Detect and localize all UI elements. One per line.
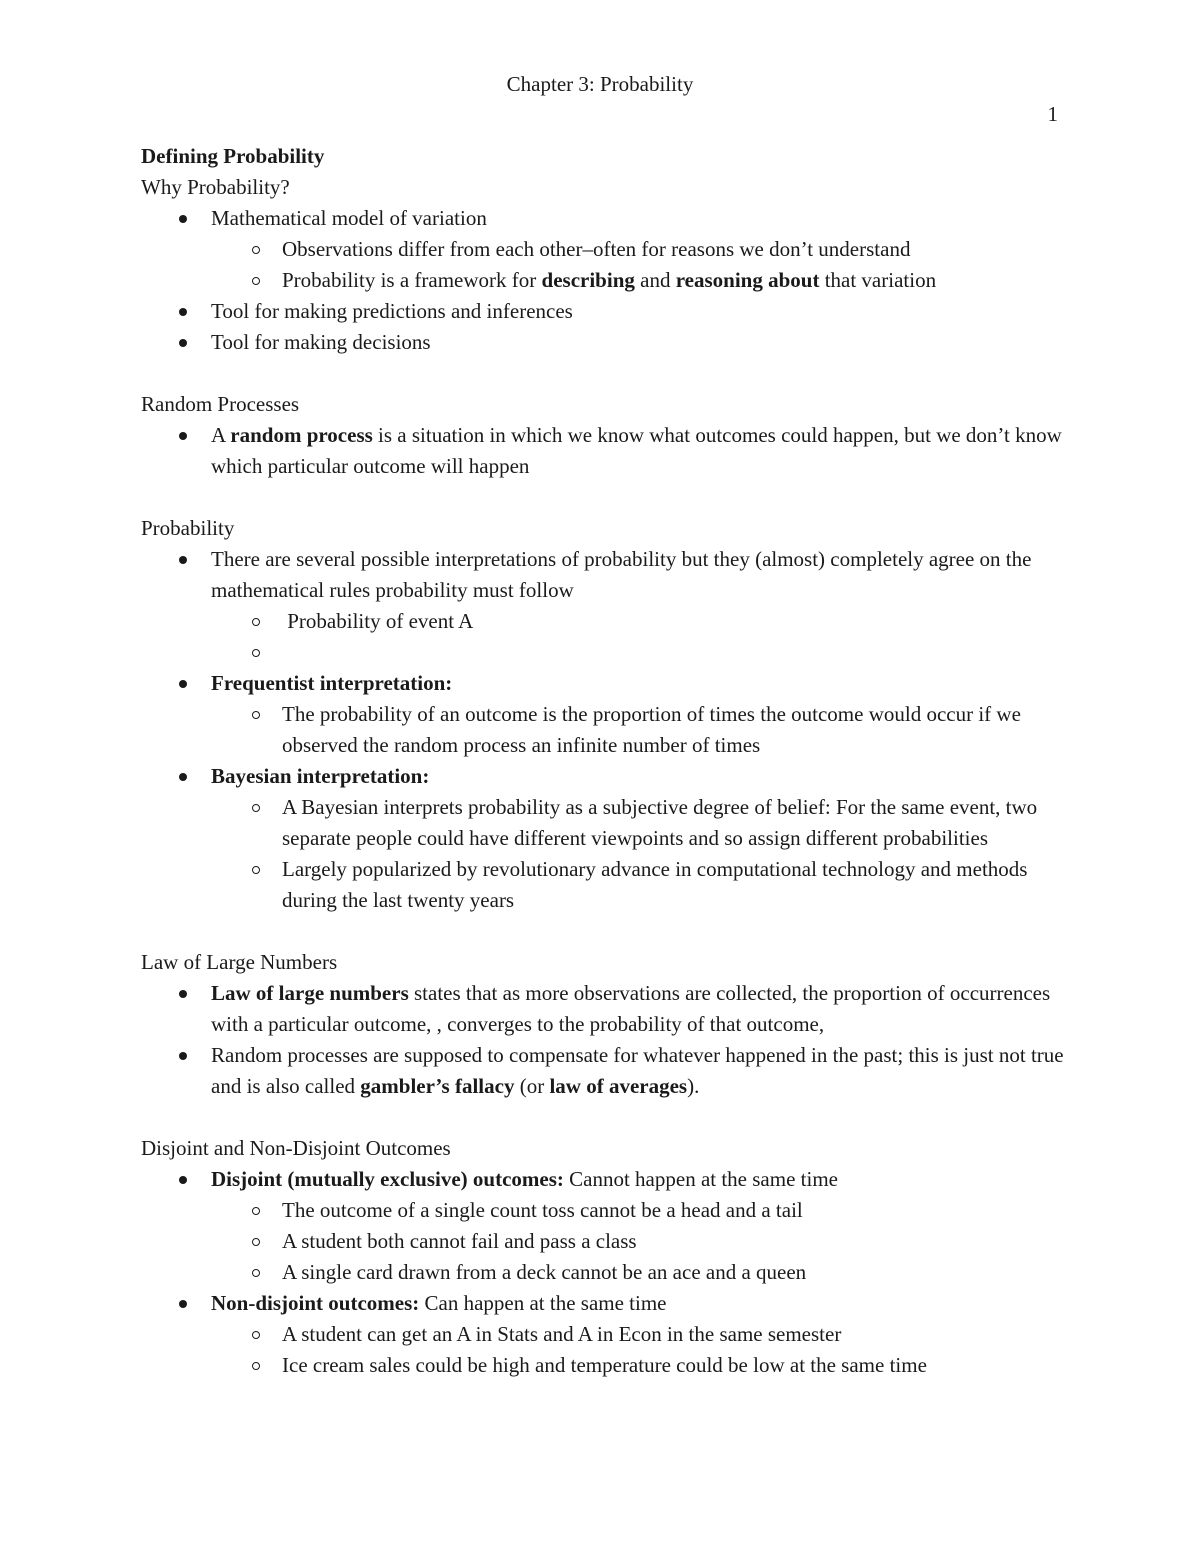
list-item-text: Mathematical model of variation (211, 206, 487, 230)
circle-bullet-icon (252, 246, 260, 254)
sub-list-item (211, 792, 1071, 854)
bold-term: law of averages (549, 1074, 688, 1098)
sub-list (141, 699, 1071, 761)
text-run: Random processes are supposed to compensate for whatever happened in the past; this is just not true and is also called (211, 1043, 1064, 1098)
text-run: that variation (819, 268, 937, 292)
section-disjoint-outcomes (141, 1133, 1071, 1381)
circle-bullet-icon (252, 277, 260, 285)
list-item (141, 296, 1071, 327)
sub-list-item (211, 1257, 1071, 1288)
bullet-icon (179, 432, 187, 440)
circle-bullet-icon (252, 1362, 260, 1370)
text-run: ). (687, 1074, 700, 1098)
list-item (141, 1288, 1071, 1381)
sub-list (141, 792, 1071, 916)
text-run: Can happen at the same time (419, 1291, 667, 1315)
text-run: is a situation in which we know what outcomes could happen, but we don’t know which particular outcome will happen (211, 423, 1062, 478)
bold-term: Disjoint (mutually exclusive) outcomes: (211, 1167, 564, 1191)
sub-list-item-text: Ice cream sales could be high and temperature could be low at the same time (282, 1353, 927, 1377)
sub-list-item-text: Observations differ from each other–often for reasons we don’t understand (282, 237, 911, 261)
list-item (141, 668, 1071, 761)
sub-list-item (211, 699, 1071, 761)
circle-bullet-icon (252, 1238, 260, 1246)
circle-bullet-icon (252, 1269, 260, 1277)
sub-list-item-text: The probability of an outcome is the proportion of times the outcome would occur if we observed the random process an infinite number of times (282, 702, 1021, 757)
circle-bullet-icon (252, 804, 260, 812)
sub-list-item (211, 637, 1071, 668)
bold-term: reasoning about (675, 268, 820, 292)
sub-list-item (211, 854, 1071, 916)
sub-list-item-text (282, 640, 287, 664)
sub-list-item-text: Probability of event A (282, 609, 474, 633)
list-item (141, 203, 1071, 296)
section-heading: Defining Probability (141, 144, 325, 168)
section-probability (141, 513, 1071, 916)
sub-list-item-text: Largely popularized by revolutionary advance in computational technology and methods during the last twenty years (282, 857, 1028, 912)
list-item (141, 761, 1071, 916)
subheading: Why Probability? (141, 175, 290, 199)
list-item-text: Tool for making decisions (211, 330, 431, 354)
sub-list (141, 1319, 1071, 1381)
text-run: A (211, 423, 231, 447)
sub-list-item (211, 234, 1071, 265)
text-run: and (634, 268, 676, 292)
list-item-text: Bayesian interpretation: (211, 764, 430, 788)
list-item (141, 978, 1071, 1040)
section-heading: Random Processes (141, 392, 300, 416)
sub-list-item (211, 606, 1071, 637)
sub-list (141, 234, 1071, 296)
text-run: Probability is a framework for (282, 268, 542, 292)
bullet-icon (179, 773, 187, 781)
bullet-icon (179, 339, 187, 347)
document-body (141, 141, 1071, 1381)
bullet-icon (179, 556, 187, 564)
circle-bullet-icon (252, 649, 260, 657)
bold-term: gambler’s fallacy (360, 1074, 515, 1098)
bullet-list (141, 978, 1071, 1102)
page-number: 1 (1047, 102, 1058, 126)
list-item (141, 1164, 1071, 1288)
circle-bullet-icon (252, 1207, 260, 1215)
bullet-list (141, 544, 1071, 916)
bullet-list (141, 420, 1071, 482)
sub-list-item (211, 265, 1071, 296)
section-random-processes (141, 389, 1071, 482)
section-law-of-large-numbers (141, 947, 1071, 1102)
sub-list-item-text: A student both cannot fail and pass a class (282, 1229, 637, 1253)
list-item (141, 1040, 1071, 1102)
bold-term: Non-disjoint outcomes: (211, 1291, 420, 1315)
circle-bullet-icon (252, 618, 260, 626)
bullet-icon (179, 1300, 187, 1308)
section-heading: Law of Large Numbers (141, 950, 338, 974)
circle-bullet-icon (252, 866, 260, 874)
sub-list-item (211, 1195, 1071, 1226)
section-heading: Probability (141, 516, 235, 540)
sub-list-item-text: A single card drawn from a deck cannot be an ace and a queen (282, 1260, 807, 1284)
circle-bullet-icon (252, 711, 260, 719)
section-heading: Disjoint and Non-Disjoint Outcomes (141, 1136, 451, 1160)
text-run: states that as more observations are collected, the proportion of occurrences with a particular outcome, , converges to the probability of that outcome, (211, 981, 1051, 1036)
bullet-icon (179, 1176, 187, 1184)
bold-term: random process (230, 423, 373, 447)
list-item (141, 327, 1071, 358)
bullet-icon (179, 680, 187, 688)
list-item-text: Frequentist interpretation: (211, 671, 453, 695)
section-defining-probability (141, 141, 1071, 358)
sub-list-item (211, 1226, 1071, 1257)
bullet-icon (179, 1052, 187, 1060)
bold-term: Law of large numbers (211, 981, 409, 1005)
text-run: (or (514, 1074, 550, 1098)
sub-list-item-text: The outcome of a single count toss cannot be a head and a tail (282, 1198, 803, 1222)
sub-list (141, 1195, 1071, 1288)
text-run: Cannot happen at the same time (563, 1167, 838, 1191)
bullet-icon (179, 215, 187, 223)
list-item-text: Tool for making predictions and inferences (211, 299, 573, 323)
sub-list-item (211, 1319, 1071, 1350)
list-item-text: There are several possible interpretations of probability but they (almost) completely agree on the mathematical rules probability must follow (211, 547, 1032, 602)
page-header-title: Chapter 3: Probability (506, 72, 694, 96)
bullet-list (141, 203, 1071, 358)
sub-list-item (211, 1350, 1071, 1381)
bullet-icon (179, 308, 187, 316)
bullet-icon (179, 990, 187, 998)
sub-list (141, 606, 1071, 668)
bold-term: describing (541, 268, 635, 292)
list-item (141, 420, 1071, 482)
sub-list-item-text: A student can get an A in Stats and A in Econ in the same semester (282, 1322, 842, 1346)
circle-bullet-icon (252, 1331, 260, 1339)
bullet-list (141, 1164, 1071, 1381)
list-item (141, 544, 1071, 668)
sub-list-item-text: A Bayesian interprets probability as a subjective degree of belief: For the same event, two separate people could have different viewpoints and so assign different probabilities (282, 795, 1038, 850)
